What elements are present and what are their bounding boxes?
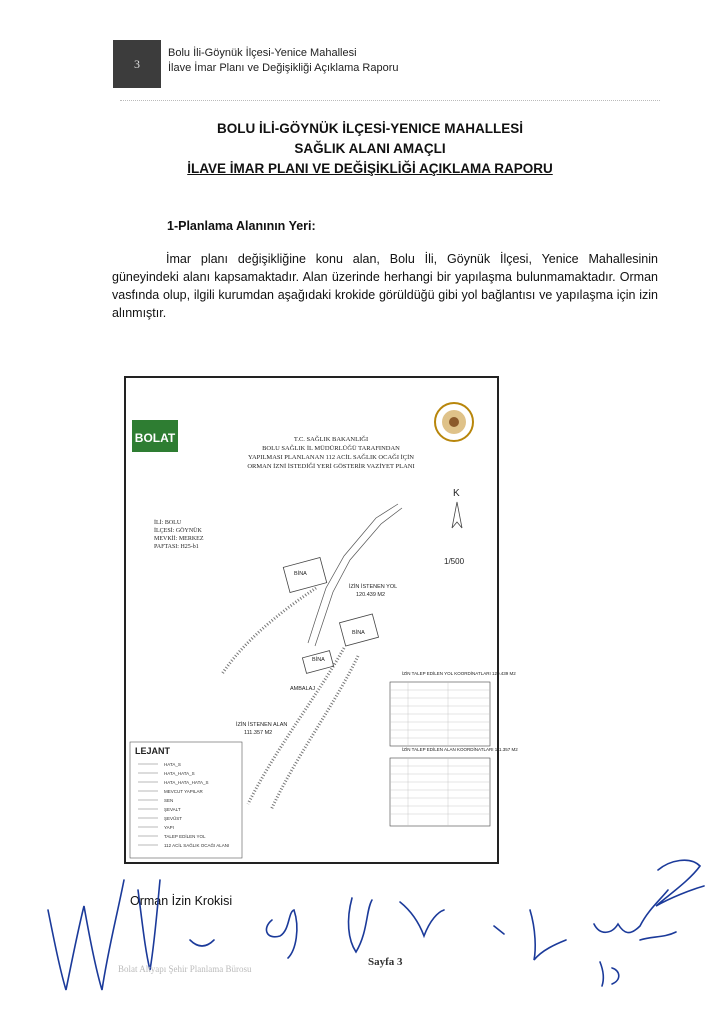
label-road: İZİN İSTENEN YOL (349, 584, 398, 590)
title-line-3: İLAVE İMAR PLANI VE DEĞİŞİKLİĞİ AÇIKLAMA RAPORU (187, 161, 553, 176)
label-bina-2: BİNA (352, 630, 365, 636)
figure-caption: Orman İzin Krokisi (130, 894, 233, 908)
body-paragraph (112, 250, 658, 322)
running-header (168, 46, 398, 76)
header-line-1: Bolu İli-Göynük İlçesi-Yenice Mahallesi (168, 47, 357, 59)
logo-text: BOLAT (134, 431, 176, 445)
plan-heading-2: BOLU SAĞLIK İL MÜDÜRLÜĞÜ TARAFINDAN (262, 445, 400, 452)
label-ambalaj: AMBALAJ (290, 686, 316, 692)
legend-item: TALEP EDİLEN YOL (164, 834, 206, 839)
plan-heading-1: T.C. SAĞLIK BAKANLIĞI (293, 436, 369, 443)
section-heading: 1-Planlama Alanının Yeri: (167, 219, 316, 233)
footer-page: Sayfa 3 (368, 956, 403, 968)
header-divider (120, 100, 660, 101)
legend-item: HATA_HATA_HATA_S (164, 780, 209, 785)
seal-icon (435, 403, 473, 441)
page-number: 3 (134, 56, 140, 71)
body-text: İmar planı değişikliğine konu alan, Bolu İli, Göynük İlçesi, Yenice Mahallesinin güneyindeki alanı kapsamaktadır. Alan üzerinde herhangi bir yapılaşma bulunmamaktadır. Orman vasfında olup, ilgili kurumdan aşağıdaki krokide görüldüğü gibi yol bağlantısı ve yapılaşma için izin alınmıştır. (112, 252, 658, 320)
label-bina-1: BİNA (294, 571, 307, 577)
plan-heading-4: ORMAN İZNİ İSTEDİĞİ YERİ GÖSTERİR VAZİYET PLANI (247, 463, 415, 470)
north-label: K (453, 488, 460, 499)
signature-1 (48, 880, 124, 990)
header-line-2: İlave İmar Planı ve Değişikliği Açıklama Raporu (168, 62, 399, 74)
sketch-drawing (126, 378, 518, 862)
location-2: İLÇESİ: GÖYNÜK (154, 528, 202, 534)
road-lines (308, 504, 402, 646)
legend-item: 112 ACİL SAĞLIK OCAĞI ALANI (164, 843, 230, 848)
plan-heading-3: YAPILMASI PLANLANAN 112 ACİL SAĞLIK OCAĞI İÇİN (248, 454, 414, 461)
signature-2 (266, 910, 296, 958)
title-line-2: SAĞLIK ALANI AMAÇLI (294, 141, 446, 156)
legend-item: YAPI (164, 825, 174, 830)
legend-item: HATA_HATA_S (164, 771, 195, 776)
embankment-hatch (222, 588, 358, 810)
table-1-title: İZİN TALEP EDİLEN YOL KOORDİNATLARI 120.439 M2 (402, 671, 516, 676)
signatures (0, 840, 725, 1020)
legend-item: HATA_S (164, 762, 181, 767)
coordinate-table-1 (390, 670, 516, 746)
bolat-logo (132, 420, 178, 452)
legend-item: ŞEVALT (164, 807, 181, 812)
location-1: İLİ: BOLU (154, 520, 182, 526)
footer-office: Bolat Altyapı Şehir Planlama Bürosu (118, 964, 252, 974)
coordinate-table-2 (390, 746, 518, 826)
label-bina-3: BİNA (312, 657, 325, 663)
legend-item: ŞEVÜST (164, 816, 183, 821)
scale-label: 1/500 (444, 557, 465, 566)
legend-item: MEVCUT YAPILAR (164, 789, 203, 794)
forest-permit-sketch (124, 376, 518, 864)
label-area: İZİN İSTENEN ALAN (236, 722, 288, 728)
location-3: MEVKİİ: MERKEZ (154, 536, 204, 542)
label-road-area: 120.439 M2 (356, 592, 386, 598)
label-area-area: 111.357 M2 (244, 730, 273, 736)
legend-title: LEJANT (135, 746, 171, 756)
page-number-box (113, 40, 161, 88)
title-line-1: BOLU İLİ-GÖYNÜK İLÇESİ-YENICE MAHALLESİ (216, 121, 523, 136)
location-4: PAFTASI: H25-b1 (154, 544, 199, 550)
north-arrow-icon (452, 502, 462, 528)
legend-item: SEN (164, 798, 174, 803)
signature-3 (594, 890, 668, 933)
table-2-title: İZİN TALEP EDİLEN ALAN KOORDİNATLARI 111.357 M2 (402, 747, 518, 752)
